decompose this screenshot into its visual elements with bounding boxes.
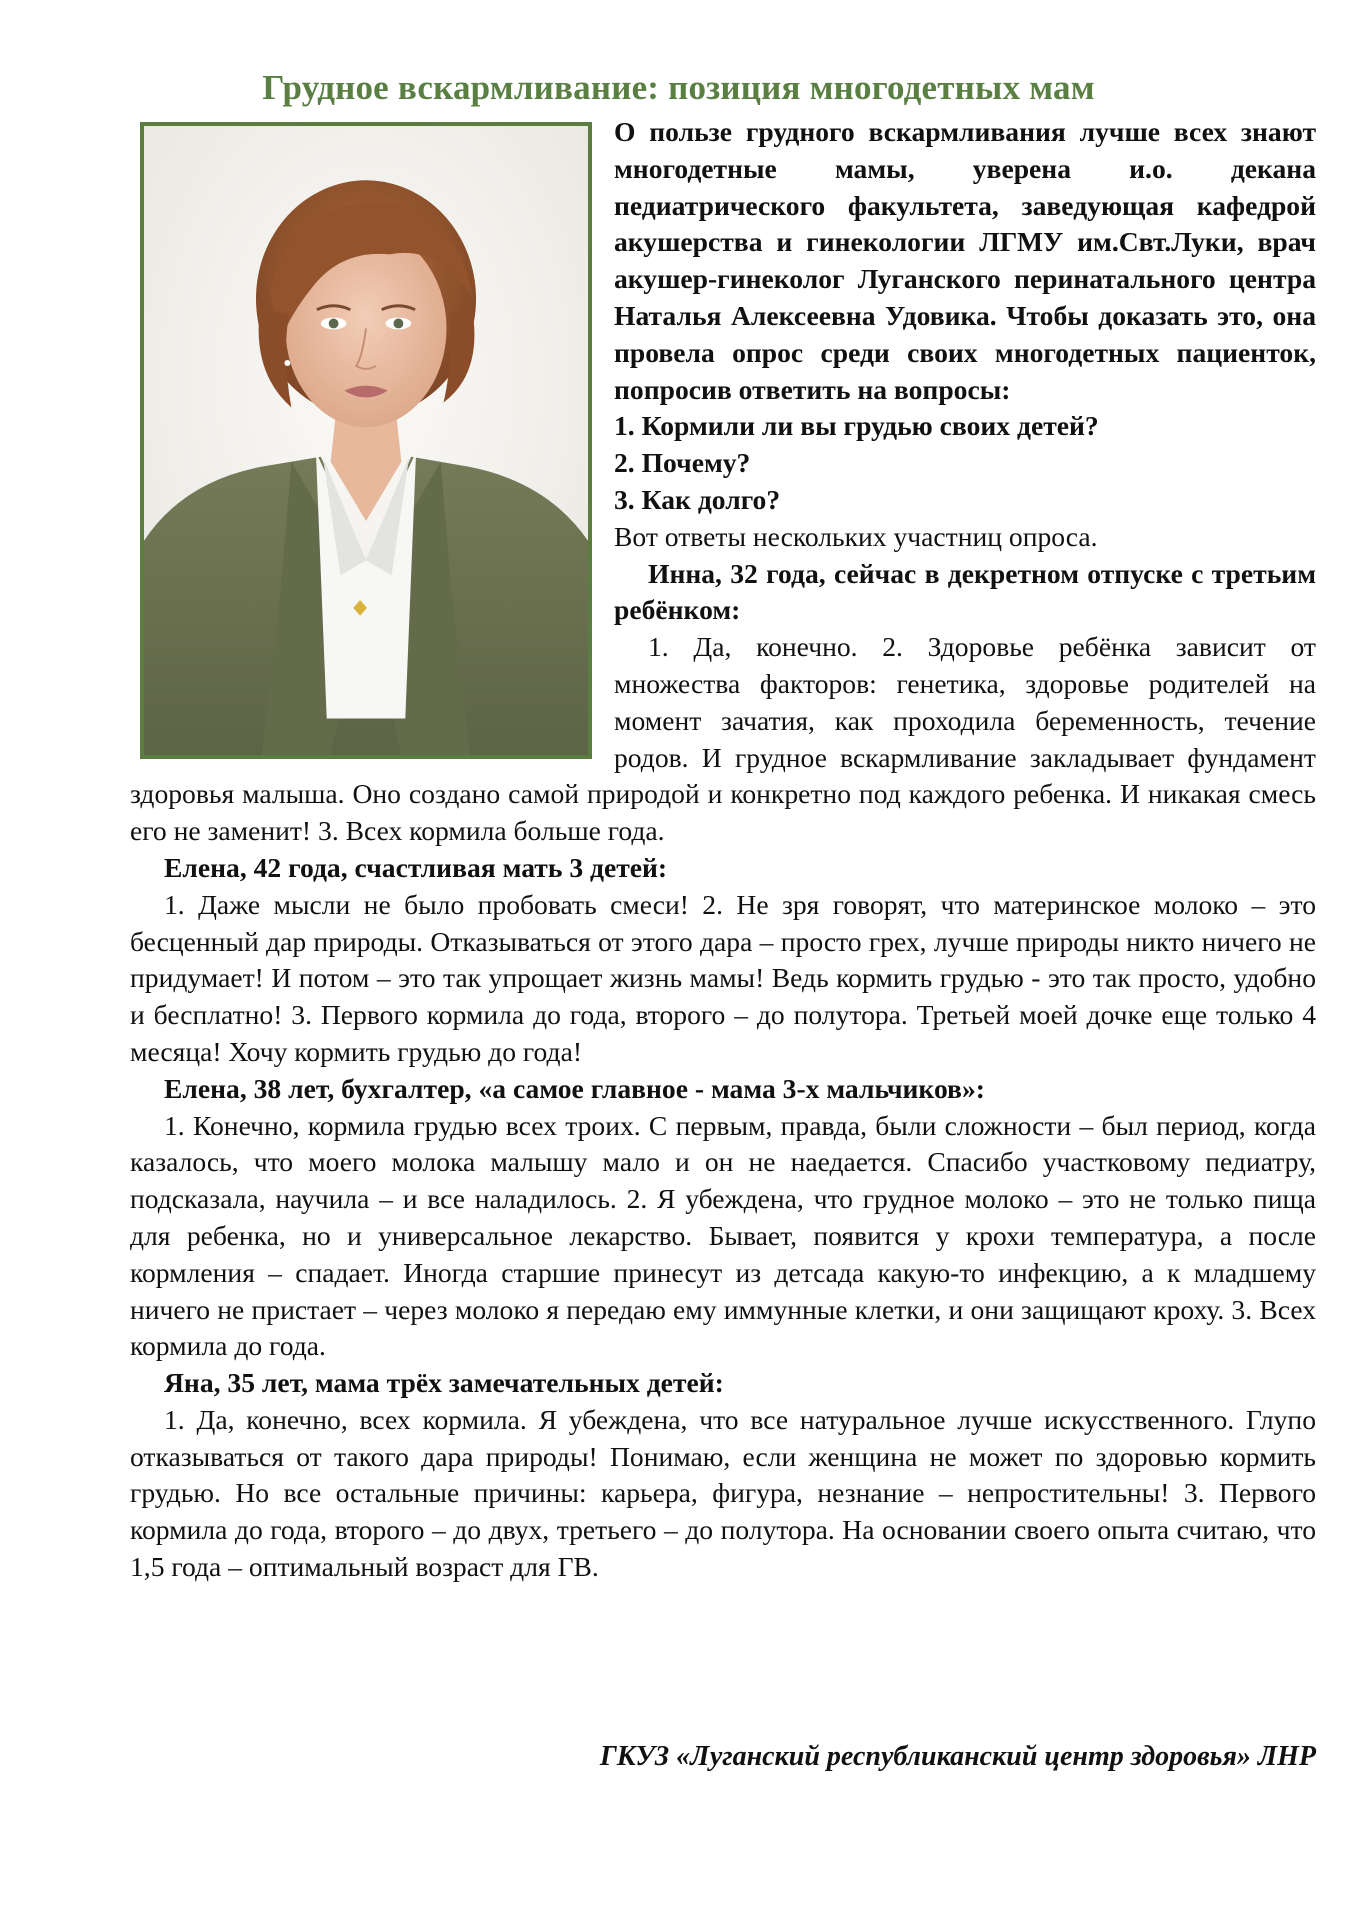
question-1: 1. Кормили ли вы грудью своих детей? [614,410,1099,442]
signature: ГКУЗ «Луганский республиканский центр здоровья» ЛНР [599,1741,1316,1772]
respondent-heading: Елена, 38 лет, бухгалтер, «а самое главное - мама 3-х мальчиков»: [164,1072,985,1104]
respondent-heading: Инна, 32 года, сейчас в декретном отпуске с третьим ребёнком: [614,557,1316,626]
respondent-answer: 1. Даже мысли не было пробовать смеси! 2. Не зря говорят, что материнское молоко – это бесценный дар природы. Отказываться от этого дара – просто грех, лучше природы никто ничего не придумает! И потом – это так упрощает жизнь мамы! Ведь кормить грудью - это так просто, удобно и бесплатно! 3. Первого кормила до года, второго – до полутора. Третьей моей дочке еще только 4 месяца! Хочу кормить грудью до года! [130,888,1316,1067]
respondent-answer: 1. Конечно, кормила грудью всех троих. С первым, правда, были сложности – был период, когда казалось, что моего молока малышу мало и он не наедается. Спасибо участковому педиатру, подсказала, научила – и все наладилось. 2. Я убеждена, что грудное молоко – это не только пища для ребенка, но и универсальное лекарство. Бывает, появится у крохи температура, а после кормления – спадает. Иногда старшие принесут из детсада какую-то инфекцию, а к младшему ничего не пристает – через молоко я передаю ему иммунные клетки, и они защищают кроху. 3. Всех кормила до года. [130,1109,1316,1362]
photo-spacer [130,114,614,768]
article-title: Грудное вскармливание: позиция многодетных мам [262,68,1095,107]
intro-paragraph: О пользе грудного вскармливания лучше всех знают многодетные мамы, уверена и.о. декана педиатрического факультета, заведующая кафедрой акушерства и гинекологии ЛГМУ им.Свт.Луки, врач акушер-гинеколог Луганского перинатального центра Наталья Алексеевна Удовика. Чтобы доказать это, она провела опрос среди своих многодетных пациенток, попросив ответить на вопросы: [614,116,1316,405]
respondent-heading: Яна, 35 лет, мама трёх замечательных детей: [164,1367,724,1399]
question-3: 3. Как долго? [614,483,781,515]
question-2: 2. Почему? [614,447,751,479]
answers-intro: Вот ответы нескольких участниц опроса. [614,520,1098,552]
respondent-heading: Елена, 42 года, счастливая мать 3 детей: [164,851,668,883]
article-body [130,114,1316,1586]
respondent-answer: 1. Да, конечно, всех кормила. Я убеждена, что все натуральное лучше искусственного. Глупо отказываться от такого дара природы! Понимаю, если женщина не может по здоровью кормить грудью. Но все остальные причины: карьера, фигура, незнание – непростительны! 3. Первого кормила до года, второго – до двух, третьего – до полутора. На основании своего опыта считаю, что 1,5 года – оптимальный возраст для ГВ. [130,1403,1316,1583]
respondent-answer: 1. Да, конечно. 2. Здоровье ребёнка зависит от множества факторов: генетика, здоровье родителей на момент зачатия, как проходила беременность, течение родов. И грудное вскармливание закладывает фундамент здоровья малыша. Оно создано самой природой и конкретно под каждого ребенка. И никакая смесь его не заменит! 3. Всех кормила больше года. [130,631,1316,847]
